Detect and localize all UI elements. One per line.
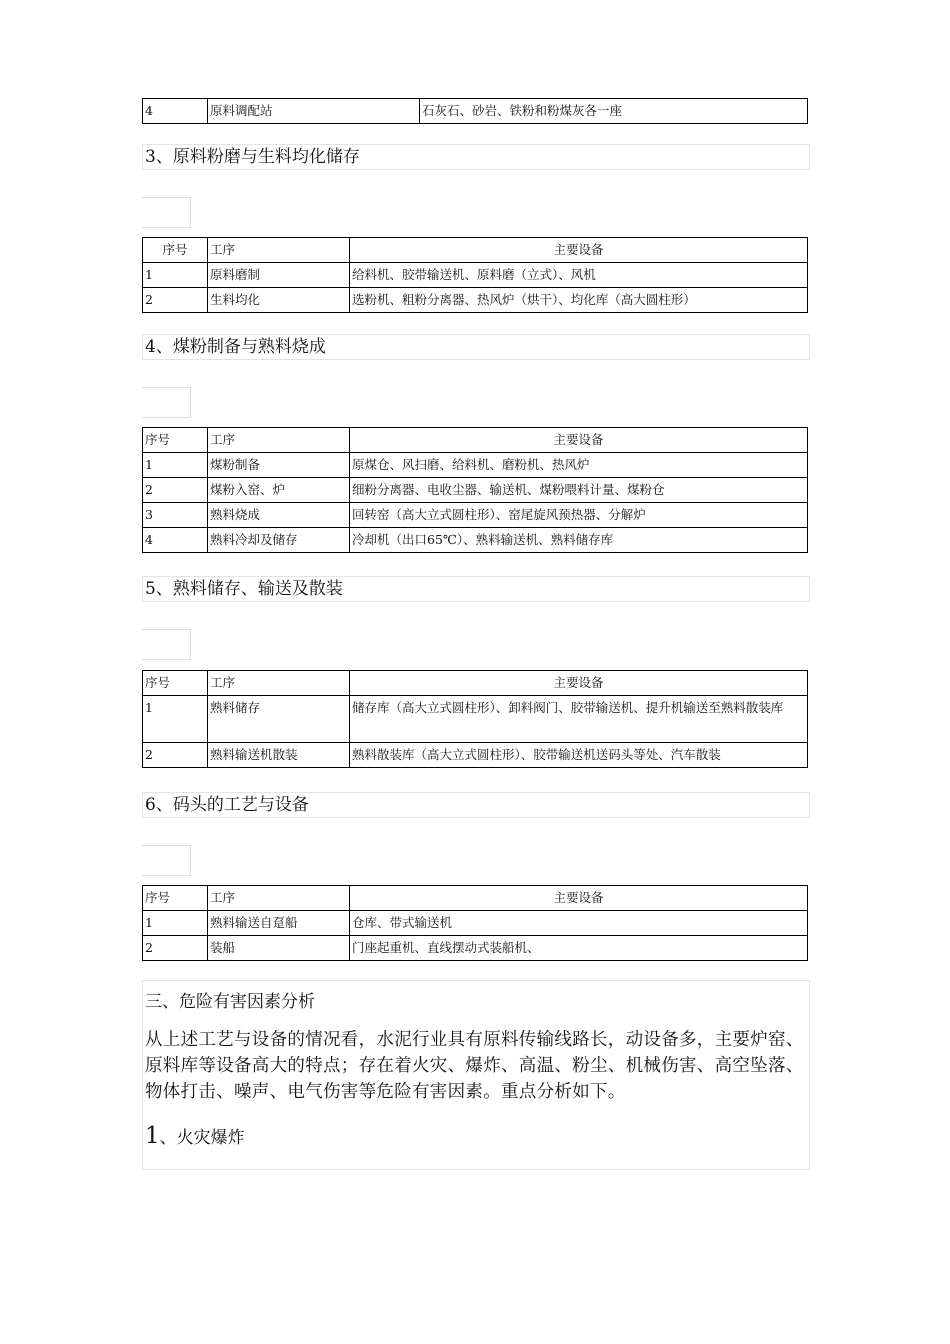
section6-heading: 6、码头的工艺与设备	[142, 792, 810, 818]
table-header-row	[143, 428, 808, 453]
section6-blank-box	[142, 845, 191, 876]
table-row	[143, 528, 808, 553]
analysis-subheading	[145, 1123, 245, 1149]
header-no: 序号	[143, 428, 208, 453]
row-equipment: 石灰石、砂岩、铁粉和粉煤灰各一座	[420, 99, 808, 124]
header-process: 工序	[208, 886, 350, 911]
row-process: 生料均化	[208, 288, 350, 313]
header-process: 工序	[208, 671, 350, 696]
table-row	[143, 696, 808, 743]
table-row	[143, 288, 808, 313]
row-number: 2	[143, 288, 208, 313]
header-no: 序号	[143, 238, 208, 263]
section3-heading: 3、原料粉磨与生料均化储存	[142, 144, 810, 170]
subheading-text: 、火灾爆炸	[159, 1128, 245, 1148]
analysis-heading: 三、危险有害因素分析	[145, 992, 315, 1012]
row-equipment: 储存库（高大立式圆柱形）、卸料阀门、胶带输送机、提升机输送至熟料散装库	[350, 696, 808, 743]
row-number: 1	[143, 911, 208, 936]
section3-blank-box	[142, 197, 191, 228]
section5-blank-box	[142, 629, 191, 660]
subheading-number: 1	[145, 1123, 160, 1149]
table-row	[143, 453, 808, 478]
row-equipment: 熟料散装库（高大立式圆柱形）、胶带输送机送码头等处、汽车散装	[350, 743, 808, 768]
table-row	[143, 478, 808, 503]
section6-table	[142, 885, 808, 961]
row-process: 原料调配站	[208, 99, 420, 124]
table-row	[143, 743, 808, 768]
row-number: 1	[143, 696, 208, 743]
header-equipment: 主要设备	[350, 238, 808, 263]
section5-heading: 5、熟料储存、输送及散装	[142, 576, 810, 602]
row-number: 4	[143, 99, 208, 124]
row-equipment: 冷却机（出口65℃）、熟料输送机、熟料储存库	[350, 528, 808, 553]
row-equipment: 给料机、胶带输送机、原料磨（立式）、风机	[350, 263, 808, 288]
table-header-row	[143, 671, 808, 696]
table-row	[143, 911, 808, 936]
hazard-analysis-section	[142, 980, 810, 1170]
row-process: 煤粉制备	[208, 453, 350, 478]
row-equipment: 选粉机、粗粉分离器、热风炉（烘干）、均化库（高大圆柱形）	[350, 288, 808, 313]
section4-table	[142, 427, 808, 553]
row-process: 煤粉入窑、炉	[208, 478, 350, 503]
table-header-row	[143, 886, 808, 911]
section5-table	[142, 670, 808, 768]
section4-blank-box	[142, 387, 191, 418]
header-no: 序号	[143, 671, 208, 696]
table-row	[143, 503, 808, 528]
row-number: 2	[143, 478, 208, 503]
row-process: 熟料输送机散装	[208, 743, 350, 768]
raw-material-table-tail	[142, 98, 808, 124]
header-process: 工序	[208, 238, 350, 263]
row-equipment: 仓库、带式输送机	[350, 911, 808, 936]
table-row	[143, 936, 808, 961]
section4-heading: 4、煤粉制备与熟料烧成	[142, 334, 810, 360]
analysis-paragraph: 从上述工艺与设备的情况看，水泥行业具有原料传输线路长，动设备多，主要炉窑、原料库等设备高大的特点；存在着火灾、爆炸、高温、粉尘、机械伤害、高空坠落、物体打击、噪声、电气伤害等危险有害因素。重点分析如下。	[145, 1030, 804, 1102]
row-number: 4	[143, 528, 208, 553]
row-process: 熟料冷却及储存	[208, 528, 350, 553]
row-process: 原料磨制	[208, 263, 350, 288]
header-process: 工序	[208, 428, 350, 453]
row-number: 3	[143, 503, 208, 528]
row-equipment: 回转窑（高大立式圆柱形）、窑尾旋风预热器、分解炉	[350, 503, 808, 528]
row-equipment: 细粉分离器、电收尘器、输送机、煤粉喂料计量、煤粉仓	[350, 478, 808, 503]
row-process: 熟料烧成	[208, 503, 350, 528]
header-equipment: 主要设备	[350, 671, 808, 696]
row-equipment: 门座起重机、直线摆动式装船机、	[350, 936, 808, 961]
row-equipment: 原煤仓、风扫磨、给料机、磨粉机、热风炉	[350, 453, 808, 478]
row-process: 装船	[208, 936, 350, 961]
row-process: 熟料储存	[208, 696, 350, 743]
row-number: 1	[143, 453, 208, 478]
header-equipment: 主要设备	[350, 886, 808, 911]
row-process: 熟料输送自趸船	[208, 911, 350, 936]
row-number: 1	[143, 263, 208, 288]
header-equipment: 主要设备	[350, 428, 808, 453]
row-number: 2	[143, 936, 208, 961]
row-number: 2	[143, 743, 208, 768]
table-header-row	[143, 238, 808, 263]
header-no: 序号	[143, 886, 208, 911]
table-row	[143, 263, 808, 288]
table-row	[143, 99, 808, 124]
section3-table	[142, 237, 808, 313]
